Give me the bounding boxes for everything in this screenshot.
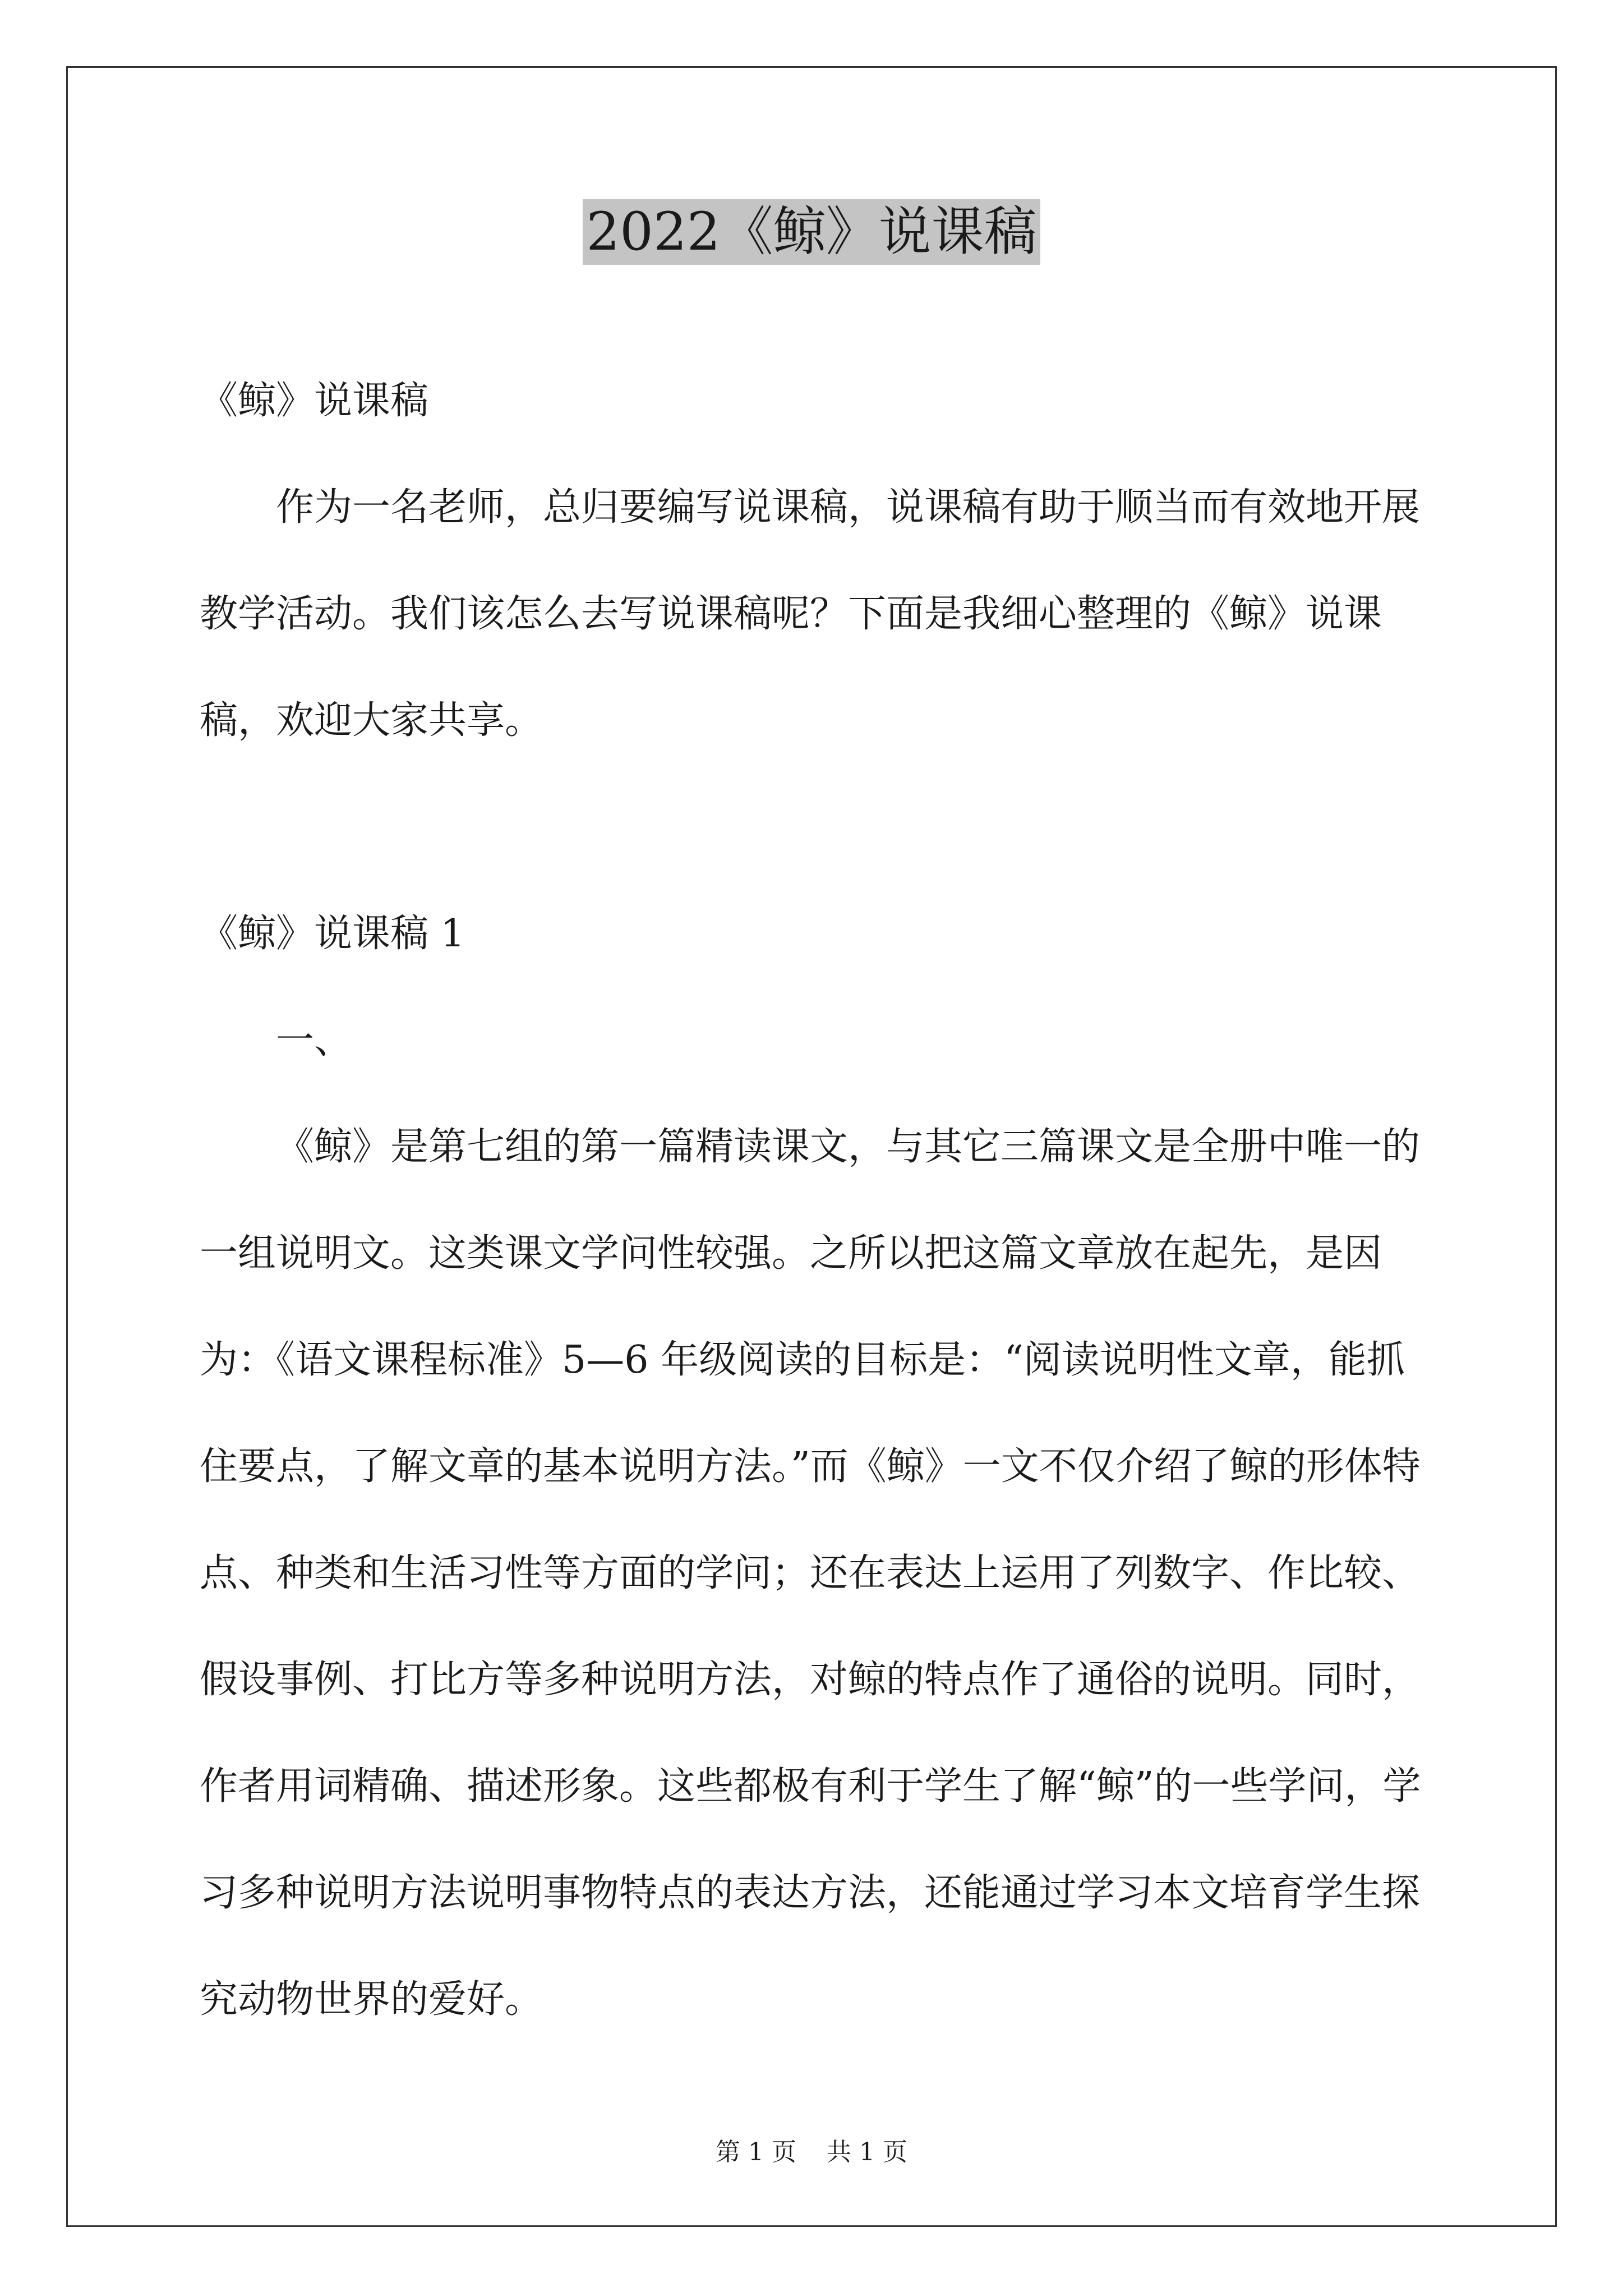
- intro-paragraph: 作为一名老师，总归要编写说课稿，说课稿有助于顺当而有效地开展教学活动。我们该怎么去写说课稿呢？下面是我细心整理的《鲸》说课稿，欢迎大家共享。: [200, 485, 1421, 743]
- document-title: 2022《鲸》说课稿: [0, 201, 1623, 264]
- section-heading: 《鲸》说课稿 1: [200, 912, 465, 956]
- section-number: 一、: [276, 1018, 353, 1062]
- page-number: 第 1 页: [716, 2138, 796, 2166]
- section-paragraph: 《鲸》是第七组的第一篇精读课文，与其它三篇课文是全册中唯一的一组说明文。这类课文学问性较强。之所以把这篇文章放在起先，是因为：《语文课程标准》5—6 年级阅读的目标是：“阅读说明性文章，能抓住要点，了解文章的基本说明方法。”而《鲸》一文不仅介绍了鲸的形体特点、种类和生活习性等方面的学问；还在表达上运用了列数字、作比较、假设事例、打比方等多种说明方法，对鲸的特点作了通俗的说明。同时，作者用词精确、描述形象。这些都极有利于学生了解“鲸”的一些学问，学习多种说明方法说明事物特点的表达方法，还能通过学习本文培育学生探究动物世界的爱好。: [200, 1125, 1421, 2022]
- document-body: [200, 348, 1428, 2053]
- page-footer: [0, 2132, 1623, 2168]
- spacer: [200, 774, 1428, 881]
- page-total: 共 1 页: [827, 2138, 907, 2166]
- subtitle: 《鲸》说课稿: [200, 379, 429, 423]
